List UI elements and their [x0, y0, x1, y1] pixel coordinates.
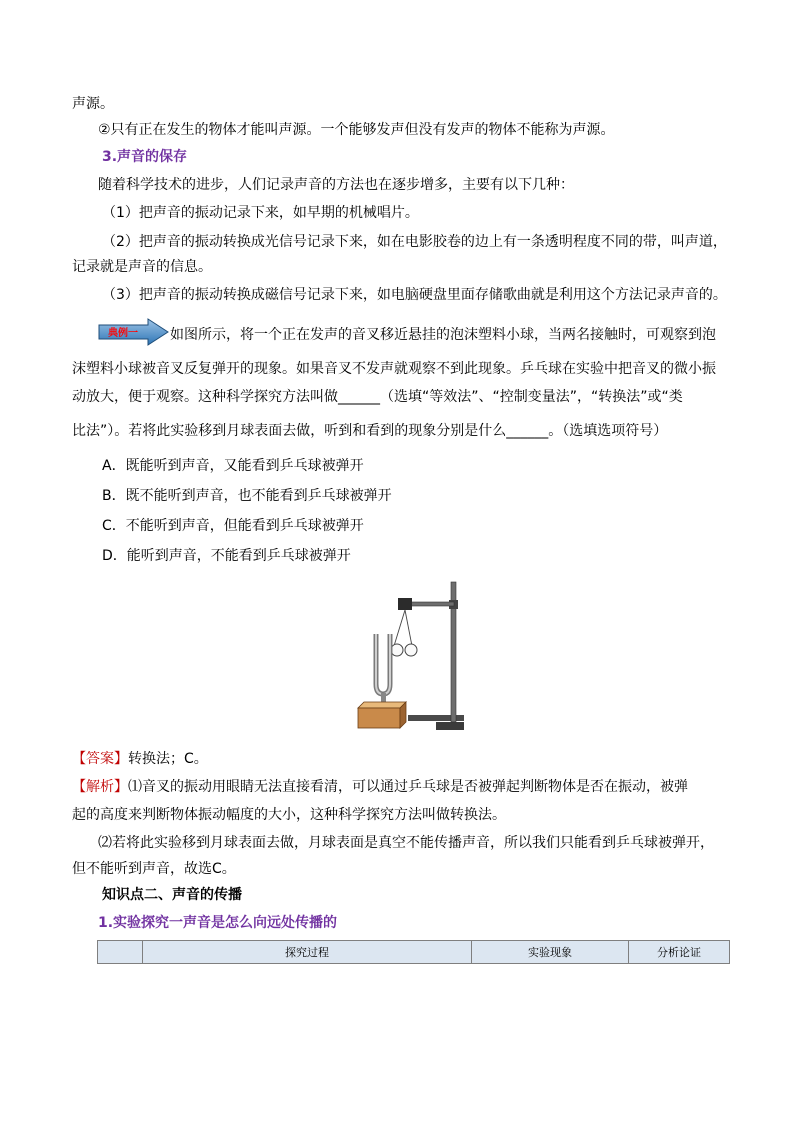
text-line: 声源。 — [72, 96, 114, 112]
text-line: （2）把声音的振动转换成光信号记录下来，如在电影胶卷的边上有一条透明程度不同的带，叫声道， — [102, 234, 727, 250]
table-header-cell: 分析论证 — [629, 941, 730, 964]
option-b: B．既不能听到声音，也不能看到乒乓球被弹开 — [102, 488, 392, 504]
analysis-line: 起的高度来判断物体振动幅度的大小，这种科学探究方法叫做转换法。 — [72, 807, 506, 823]
question-line: 沫塑料小球被音叉反复弹开的现象。如果音叉不发声就观察不到此现象。乒乓球在实验中把音叉的微小振 — [72, 361, 716, 377]
answer-text: 转换法；C。 — [128, 751, 208, 767]
analysis-line: 但不能听到声音，故选C。 — [72, 861, 236, 877]
example-badge — [98, 317, 170, 347]
badge-label: 典例一 — [108, 328, 138, 339]
experiment-table — [97, 940, 730, 964]
option-d: D．能听到声音，不能看到乒乓球被弹开 — [102, 548, 351, 564]
analysis-text: ⑴音叉的振动用眼睛无法直接看清，可以通过乒乓球是否被弹起判断物体是否在振动，被弹 — [128, 779, 688, 795]
answer-label: 【答案】 — [72, 751, 128, 767]
text-line: （3）把声音的振动转换成磁信号记录下来，如电脑硬盘里面存储歌曲就是利用这个方法记录声音的。 — [102, 287, 727, 303]
question-line: 如图所示，将一个正在发声的音叉移近悬挂的泡沫塑料小球，当两名接触时，可观察到泡 — [170, 327, 716, 343]
subsection-heading: 1.实验探究一声音是怎么向远处传播的 — [98, 915, 338, 931]
option-c: C．不能听到声音，但能看到乒乓球被弹开 — [102, 518, 364, 534]
text-line: 随着科学技术的进步，人们记录声音的方法也在逐步增多，主要有以下几种： — [98, 177, 574, 193]
section-title: 知识点二、声音的传播 — [102, 887, 242, 903]
text-line: ②只有正在发生的物体才能叫声源。一个能够发声但没有发声的物体不能称为声源。 — [98, 122, 615, 138]
tuning-fork-apparatus-icon — [352, 574, 468, 734]
answer-line — [72, 748, 208, 770]
section-heading: 3.声音的保存 — [102, 149, 188, 165]
analysis-line — [72, 776, 688, 798]
analysis-label: 【解析】 — [72, 779, 128, 795]
table-header-cell: 实验现象 — [472, 941, 629, 964]
text-line: （1）把声音的振动记录下来，如早期的机械唱片。 — [102, 205, 419, 221]
question-line: 动放大，便于观察。这种科学探究方法叫做______（选填“等效法”、“控制变量法”，“转换法”或“类 — [72, 389, 683, 405]
option-a: A．既能听到声音，又能看到乒乓球被弹开 — [102, 458, 364, 474]
text-line: 记录就是声音的信息。 — [72, 259, 212, 275]
table-header-row — [98, 941, 730, 964]
tuning-fork-figure — [352, 574, 468, 734]
question-line: 比法”）。若将此实验移到月球表面去做，听到和看到的现象分别是什么______。（选填选项符号） — [72, 423, 668, 439]
table-header-cell — [98, 941, 143, 964]
table-header-cell: 探究过程 — [143, 941, 472, 964]
analysis-line: ⑵若将此实验移到月球表面去做，月球表面是真空不能传播声音，所以我们只能看到乒乓球被弹开， — [98, 835, 714, 851]
